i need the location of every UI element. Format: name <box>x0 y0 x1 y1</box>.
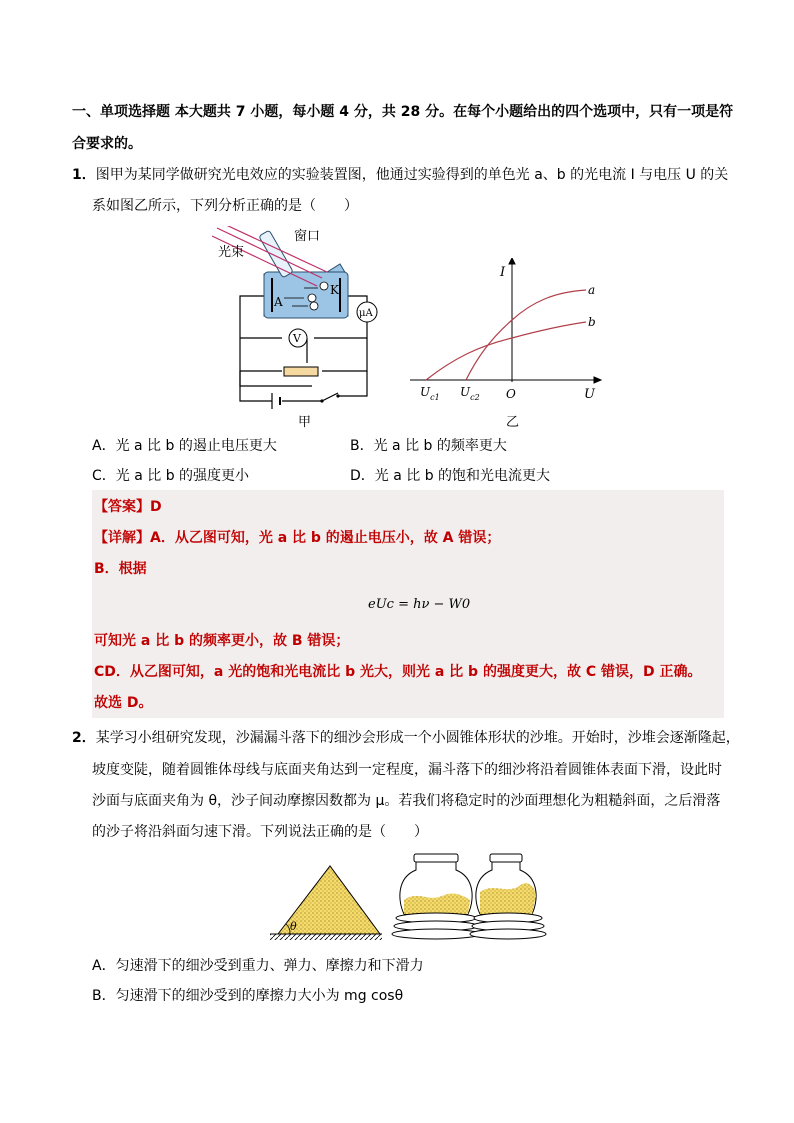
section-heading-line1: 一、单项选择题 本大题共 7 小题，每小题 4 分，共 28 分。在每个小题给出的四个选项中，只有一项是符 <box>72 104 734 120</box>
label-window: 窗口 <box>294 229 321 244</box>
detail-line2: B．根据 <box>94 561 147 577</box>
hourglass-right <box>470 854 546 939</box>
question-1-stem-line1 <box>72 165 728 185</box>
q1-option-C: C．光 a 比 b 的强度更小 <box>92 468 250 484</box>
figure-sand-pile <box>268 852 548 944</box>
axis-y-label: I <box>500 265 506 280</box>
caption-yi: 乙 <box>506 415 520 430</box>
section-heading-line2: 合要求的。 <box>72 136 142 152</box>
question-1-number: 1． <box>72 167 96 183</box>
curve-a-label: a <box>588 283 596 297</box>
detail-line1: 【详解】A．从乙图可知，光 a 比 b 的遏止电压小，故 A 错误； <box>94 530 501 546</box>
label-ammeter: μA <box>359 308 373 319</box>
caption-jia: 甲 <box>298 415 312 430</box>
question-2-text-line1: 某学习小组研究发现，沙漏漏斗落下的细沙会形成一个小圆锥体形状的沙堆。开始时，沙堆会逐渐隆起， <box>95 730 740 746</box>
question-2-text-line3: 沙面与底面夹角为 θ，沙子间动摩擦因数都为 μ。若我们将稳定时的沙面理想化为粗糙斜面，之后滑落 <box>92 793 721 809</box>
label-electrode-A: A <box>274 295 283 309</box>
figure-jia-apparatus <box>212 226 392 432</box>
uc1-label: $U_{c1}$ <box>420 385 440 402</box>
question-2-stem-line1 <box>72 728 740 748</box>
question-1-text-line1: 图甲为某同学做研究光电效应的实验装置图，他通过实验得到的单色光 a、b 的光电流 I 与电压 U 的关 <box>95 167 729 183</box>
detail-line4: CD．从乙图可知，a 光的饱和光电流比 b 光大，则光 a 比 b 的强度更大，故 C 错误，D 正确。 <box>94 664 702 680</box>
question-2-text-line4: 的沙子将沿斜面匀速下滑。下列说法正确的是（ ） <box>92 824 428 840</box>
answer-line: 【答案】D <box>94 499 162 515</box>
uc2-label: $U_{c2}$ <box>460 385 480 402</box>
detail-line3: 可知光 a 比 b 的频率更小，故 B 错误； <box>94 633 350 649</box>
figure-yi-iu-graph <box>404 258 604 430</box>
q1-option-D: D．光 a 比 b 的饱和光电流更大 <box>350 468 551 484</box>
q2-option-A: A．匀速滑下的细沙受到重力、弹力、摩擦力和下滑力 <box>92 958 424 974</box>
label-electrode-K: K <box>330 283 339 297</box>
q1-option-A: A．光 a 比 b 的遏止电压更大 <box>92 438 277 454</box>
curve-b-label: b <box>588 315 596 329</box>
q2-option-B: B．匀速滑下的细沙受到的摩擦力大小为 mg cosθ <box>92 988 404 1004</box>
origin-label: O <box>506 387 516 401</box>
answer-formula: eUc = hν − W0 <box>368 597 471 612</box>
label-voltmeter: V <box>293 332 301 345</box>
theta-label: θ <box>290 920 297 933</box>
axis-x-label: U <box>584 387 595 402</box>
q1-option-B: B．光 a 比 b 的频率更大 <box>350 438 507 454</box>
detail-line5: 故选 D。 <box>94 695 153 711</box>
question-2-text-line2: 坡度变陡，随着圆锥体母线与底面夹角达到一定程度，漏斗落下的细沙将沿着圆锥体表面下滑，设此时 <box>92 762 722 778</box>
question-1-text-line2: 系如图乙所示，下列分析正确的是（ ） <box>92 198 358 214</box>
label-beam: 光束 <box>218 245 245 260</box>
hourglass-left <box>392 854 480 939</box>
question-2-number: 2． <box>72 730 96 746</box>
